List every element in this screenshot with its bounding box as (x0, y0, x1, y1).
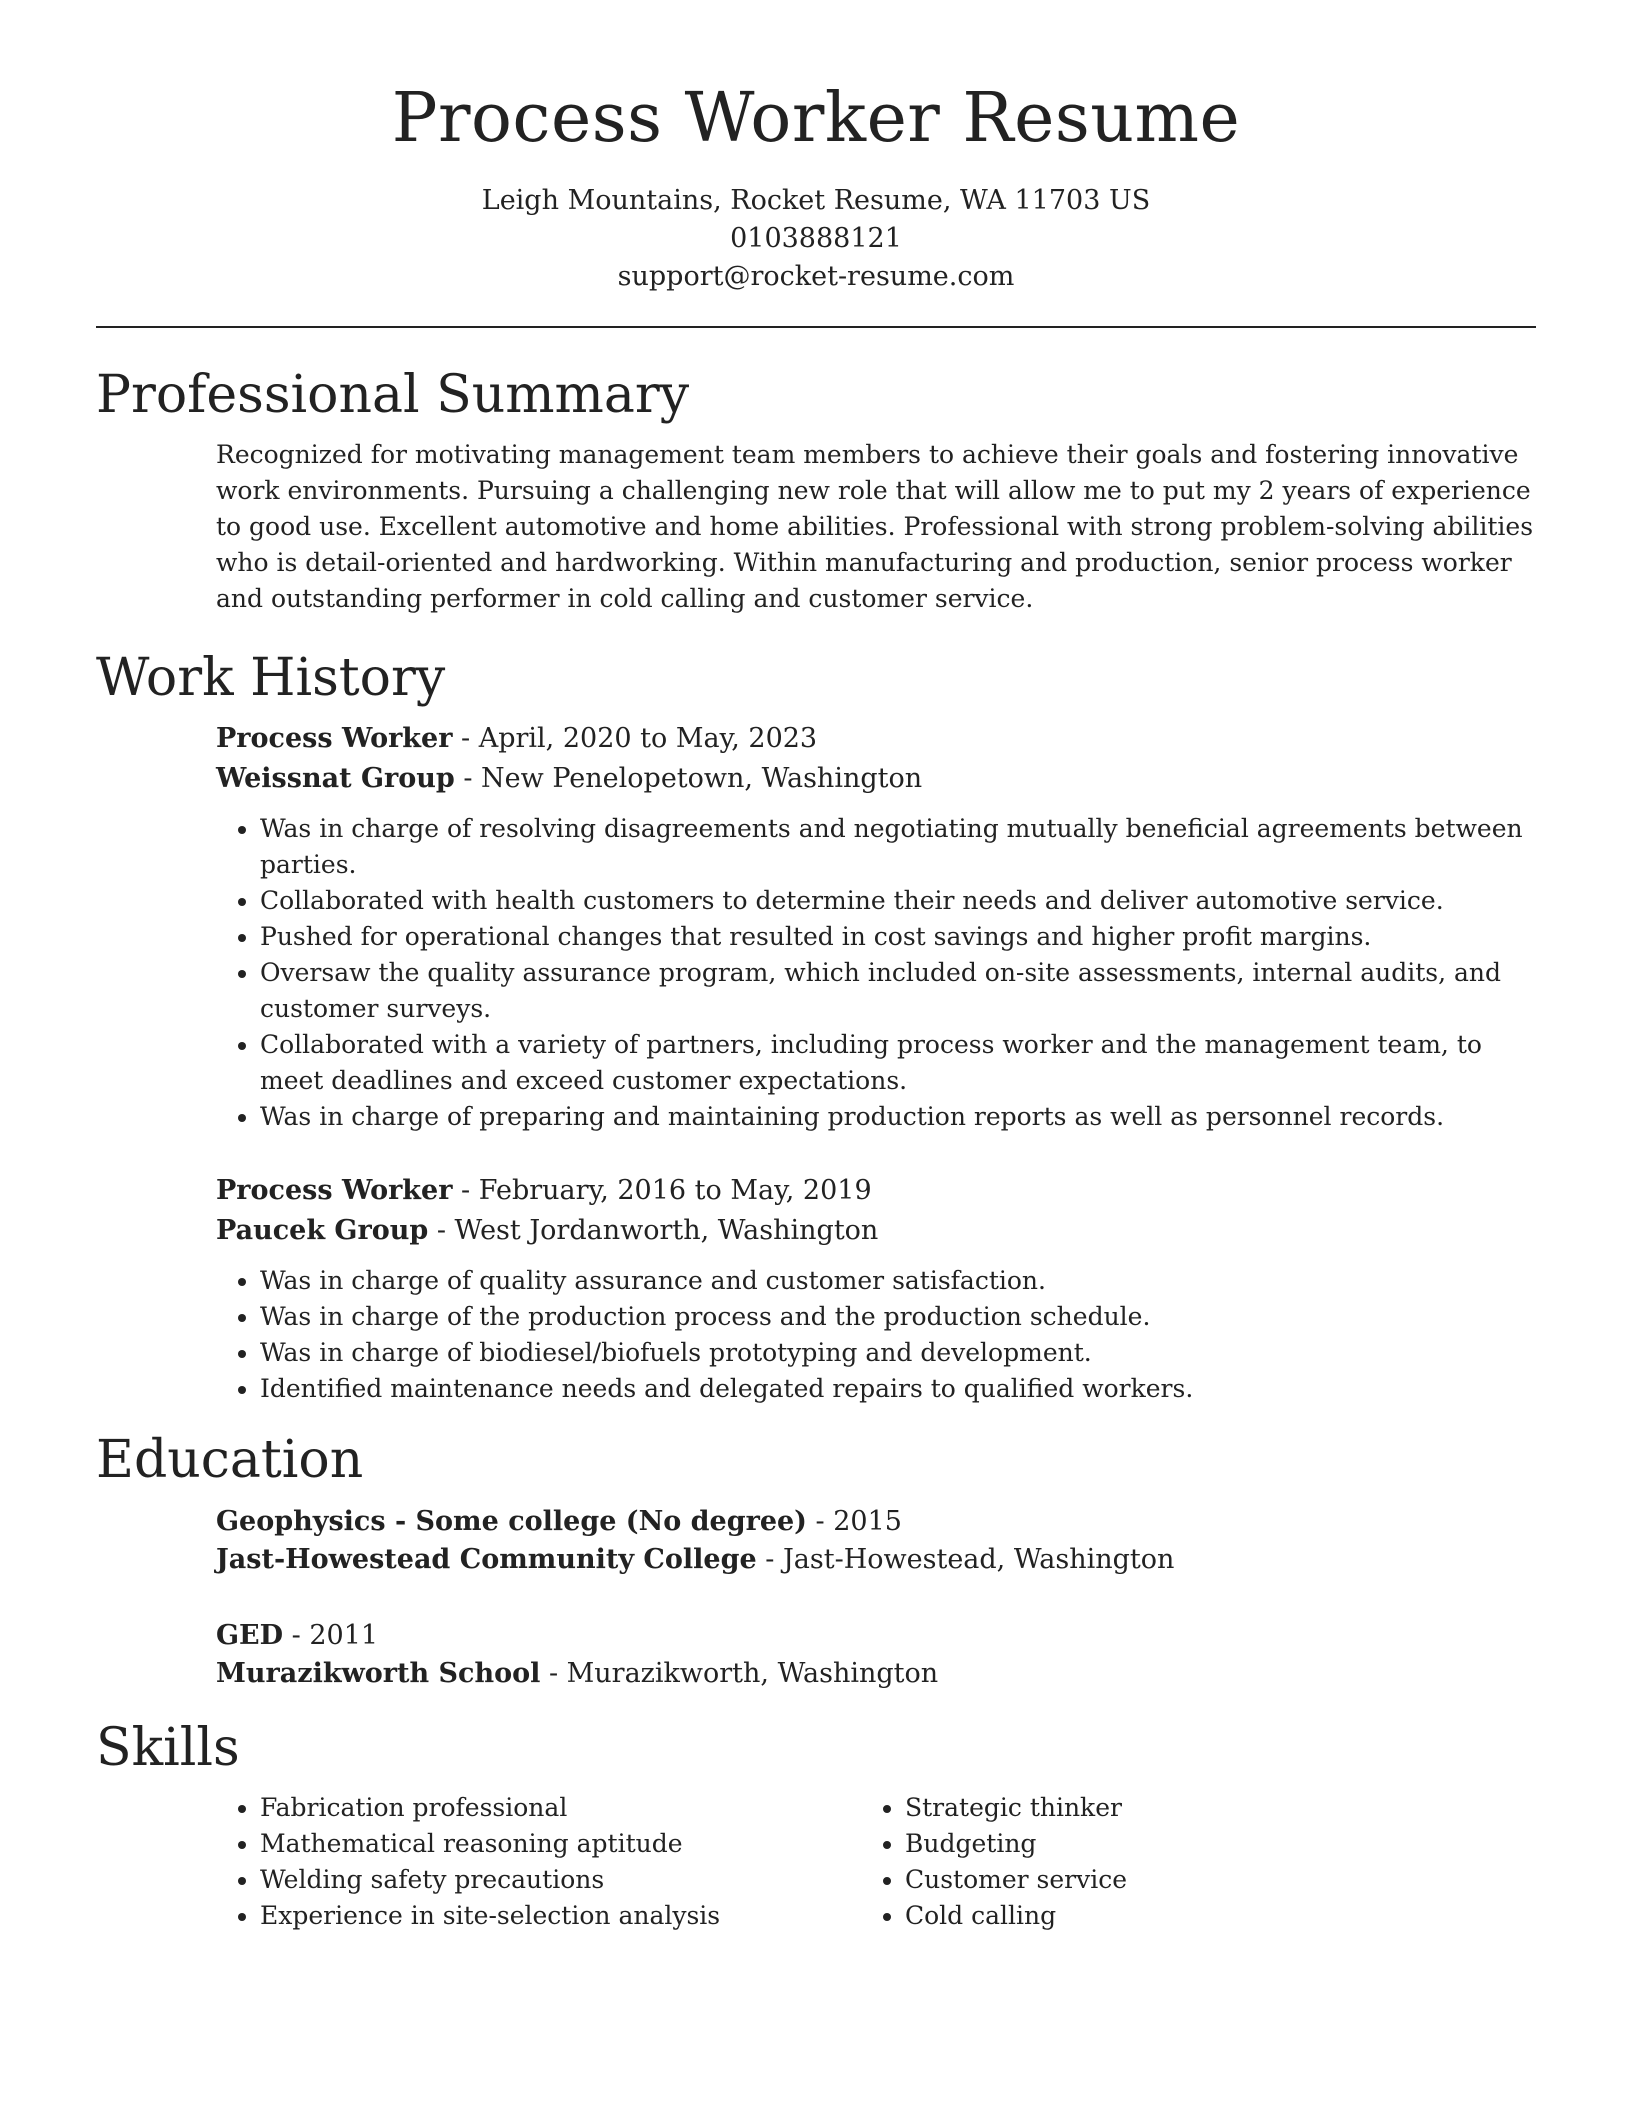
job-duty: • Was in charge of the production process and the production schedule. (260, 1299, 1536, 1335)
education-school: Murazikworth School (216, 1658, 541, 1690)
skill-item: • Welding safety precautions (260, 1862, 861, 1898)
education-location: - Murazikworth, Washington (540, 1658, 939, 1690)
header-divider (96, 326, 1536, 328)
education-entry (216, 1503, 1536, 1579)
skill-item: • Fabrication professional (260, 1790, 861, 1826)
education-degree-line (216, 1503, 1536, 1541)
contact-phone: 0103888121 (730, 223, 902, 255)
job-company: Paucek Group (216, 1214, 429, 1246)
job-title: Process Worker (216, 722, 453, 754)
job-location: - New Penelopetown, Washington (454, 762, 923, 794)
job-entry (216, 1171, 1536, 1407)
job-duties-list (216, 811, 1536, 1135)
education-school: Jast-Howestead Community College (216, 1544, 757, 1576)
skill-item: • Mathematical reasoning aptitude (260, 1826, 861, 1862)
job-location: - West Jordanworth, Washington (428, 1214, 879, 1246)
education-section (96, 1429, 1536, 1693)
job-title: Process Worker (216, 1174, 453, 1206)
skill-item: • Budgeting (905, 1826, 1506, 1862)
skills-grid (216, 1790, 1536, 1934)
contact-email: support@rocket-resume.com (617, 261, 1015, 293)
summary-text: Recognized for motivating management team members to achieve their goals and fostering innovative work environments. Pursuing a challenging new role that will allow me to put my 2 years of experience to good use. Excellent automotive and home abilities. Professional with strong problem-solving abilities who is detail-oriented and hardworking. Within manufacturing and production, senior process worker and outstanding performer in cold calling and customer service. (216, 439, 1534, 613)
education-location: - Jast-Howestead, Washington (756, 1544, 1175, 1576)
education-degree: Geophysics - Some college (No degree) (216, 1506, 807, 1538)
job-duty: • Pushed for operational changes that resulted in cost savings and higher profit margins. (260, 919, 1536, 955)
education-degree: GED (216, 1620, 284, 1652)
resume-title: Process Worker Resume (391, 79, 1241, 158)
resume-header (96, 80, 1536, 296)
skill-item: • Experience in site-selection analysis (260, 1898, 861, 1934)
education-school-line (216, 1655, 1536, 1693)
job-duty: • Collaborated with a variety of partners, including process worker and the management team, to meet deadlines and exceed customer expectations. (260, 1027, 1536, 1099)
skill-item: • Strategic thinker (905, 1790, 1506, 1826)
skill-item: • Customer service (905, 1862, 1506, 1898)
education-year: - 2015 (806, 1506, 902, 1538)
job-duty: • Was in charge of resolving disagreements and negotiating mutually beneficial agreements between parties. (260, 811, 1536, 883)
job-title-line (216, 719, 1536, 759)
job-duty: • Collaborated with health customers to determine their needs and deliver automotive service. (260, 883, 1536, 919)
skill-item: • Cold calling (905, 1898, 1506, 1934)
job-duty: • Was in charge of preparing and maintaining production reports as well as personnel records. (260, 1099, 1536, 1135)
skills-heading: Skills (96, 1718, 240, 1779)
job-company-line (216, 759, 1536, 799)
skills-column-right (861, 1790, 1506, 1934)
education-year: - 2011 (283, 1620, 379, 1652)
skills-list (216, 1790, 861, 1934)
skills-section (96, 1717, 1536, 1933)
job-dates: - February, 2016 to May, 2019 (452, 1174, 872, 1206)
job-entry (216, 719, 1536, 1135)
education-degree-line (216, 1617, 1536, 1655)
job-company: Weissnat Group (216, 762, 455, 794)
job-duties-list (216, 1263, 1536, 1407)
contact-info (96, 182, 1536, 296)
job-duty: • Oversaw the quality assurance program, which included on-site assessments, internal audits, and customer surveys. (260, 955, 1536, 1027)
job-duty: • Was in charge of biodiesel/biofuels prototyping and development. (260, 1335, 1536, 1371)
education-entry (216, 1617, 1536, 1693)
contact-address: Leigh Mountains, Rocket Resume, WA 11703 US (481, 185, 1151, 217)
job-company-line (216, 1211, 1536, 1251)
job-duty: • Identified maintenance needs and delegated repairs to qualified workers. (260, 1371, 1536, 1407)
summary-heading: Professional Summary (96, 365, 690, 426)
skills-list (861, 1790, 1506, 1934)
summary-section (96, 364, 1536, 616)
education-school-line (216, 1541, 1536, 1579)
work-history-heading: Work History (96, 647, 446, 708)
job-dates: - April, 2020 to May, 2023 (452, 722, 818, 754)
job-duty: • Was in charge of quality assurance and customer satisfaction. (260, 1263, 1536, 1299)
skills-column-left (216, 1790, 861, 1934)
job-title-line (216, 1171, 1536, 1211)
work-history-section (96, 647, 1536, 1407)
education-heading: Education (96, 1429, 364, 1490)
